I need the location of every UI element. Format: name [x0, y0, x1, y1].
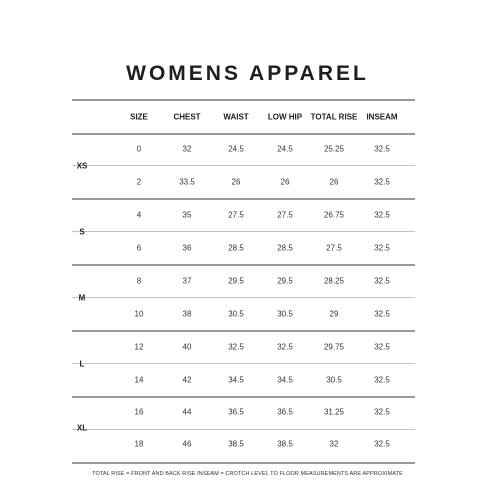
table-cell: 14	[134, 375, 144, 385]
table-cell: 32.5	[374, 342, 390, 352]
table-cell: 32.5	[374, 243, 390, 253]
row-divider	[72, 231, 415, 232]
table-cell: 32.5	[374, 375, 390, 385]
table-cell: 10	[134, 309, 144, 319]
table-cell: 24.5	[228, 144, 244, 154]
table-cell: 25.25	[323, 144, 345, 154]
table-cell: 36.5	[228, 407, 244, 417]
table-cell: 38.5	[228, 439, 244, 449]
table-cell: 28.5	[277, 243, 293, 253]
table-cell: 28.5	[228, 243, 244, 253]
group-divider	[72, 330, 415, 332]
table-cell: 35	[182, 210, 192, 220]
group-divider	[72, 133, 415, 135]
group-divider	[72, 99, 415, 101]
table-cell: 27.5	[326, 243, 342, 253]
table-cell: 30.5	[326, 375, 342, 385]
table-cell: 32.5	[374, 144, 390, 154]
table-cell: 30.5	[277, 309, 293, 319]
table-cell: 32	[182, 144, 192, 154]
table-cell: 16	[134, 407, 144, 417]
table-cell: 0	[136, 144, 142, 154]
table-cell: 32.5	[374, 177, 390, 187]
table-cell: 42	[182, 375, 192, 385]
table-cell: 2	[136, 177, 142, 187]
table-cell: 24.5	[277, 144, 293, 154]
table-cell: 36.5	[277, 407, 293, 417]
table-cell: 29.75	[323, 342, 345, 352]
table-cell: 31.25	[323, 407, 345, 417]
footnote: TOTAL RISE = FRONT AND BACK RISE INSEAM = CROTCH LEVEL TO FLOOR MEASUREMENTS ARE APPROXIMATE	[92, 471, 403, 477]
column-header: LOW HIP	[267, 112, 303, 122]
table-cell: 12	[134, 342, 144, 352]
table-cell: 6	[136, 243, 142, 253]
table-cell: 26.75	[323, 210, 345, 220]
table-cell: 4	[136, 210, 142, 220]
table-cell: 28.25	[323, 276, 345, 286]
table-cell: 29	[329, 309, 339, 319]
table-cell: 32	[329, 439, 339, 449]
size-group-label: XL	[76, 423, 88, 433]
table-cell: 32.5	[374, 309, 390, 319]
table-cell: 8	[136, 276, 142, 286]
table-cell: 29.5	[228, 276, 244, 286]
table-cell: 36	[182, 243, 192, 253]
table-cell: 32.5	[374, 439, 390, 449]
size-group-label: XS	[76, 161, 88, 170]
group-divider	[72, 198, 415, 200]
group-divider	[72, 396, 415, 398]
table-cell: 34.5	[228, 375, 244, 385]
table-cell: 46	[182, 439, 192, 449]
table-cell: 34.5	[277, 375, 293, 385]
column-header: TOTAL RISE	[310, 112, 358, 122]
table-cell: 32.5	[374, 407, 390, 417]
table-cell: 18	[134, 439, 144, 449]
column-header: SIZE	[130, 112, 148, 122]
row-divider	[72, 363, 415, 364]
table-cell: 37	[182, 276, 192, 286]
table-cell: 30.5	[228, 309, 244, 319]
table-cell: 32.5	[374, 210, 390, 220]
table-cell: 38.5	[277, 439, 293, 449]
row-divider	[72, 429, 415, 430]
column-header: CHEST	[173, 112, 201, 122]
table-cell: 44	[182, 407, 192, 417]
size-group-label: L	[79, 359, 85, 368]
row-divider	[72, 165, 415, 166]
table-cell: 40	[182, 342, 192, 352]
row-divider	[72, 297, 415, 298]
table-cell: 29.5	[277, 276, 293, 286]
table-cell: 27.5	[277, 210, 293, 220]
table-cell: 33.5	[179, 177, 195, 187]
table-cell: 26	[280, 177, 290, 187]
table-cell: 27.5	[228, 210, 244, 220]
group-divider	[72, 264, 415, 266]
table-cell: 38	[182, 309, 192, 319]
column-header: INSEAM	[366, 112, 398, 122]
page-title: WOMENS APPAREL	[126, 62, 369, 85]
column-header: WAIST	[223, 112, 249, 122]
group-divider	[72, 462, 415, 464]
table-cell: 26	[231, 177, 241, 187]
size-group-label: S	[79, 227, 85, 236]
table-cell: 32.5	[374, 276, 390, 286]
table-cell: 26	[329, 177, 339, 187]
table-cell: 32.5	[277, 342, 293, 352]
table-cell: 32.5	[228, 342, 244, 352]
size-group-label: M	[78, 293, 86, 302]
